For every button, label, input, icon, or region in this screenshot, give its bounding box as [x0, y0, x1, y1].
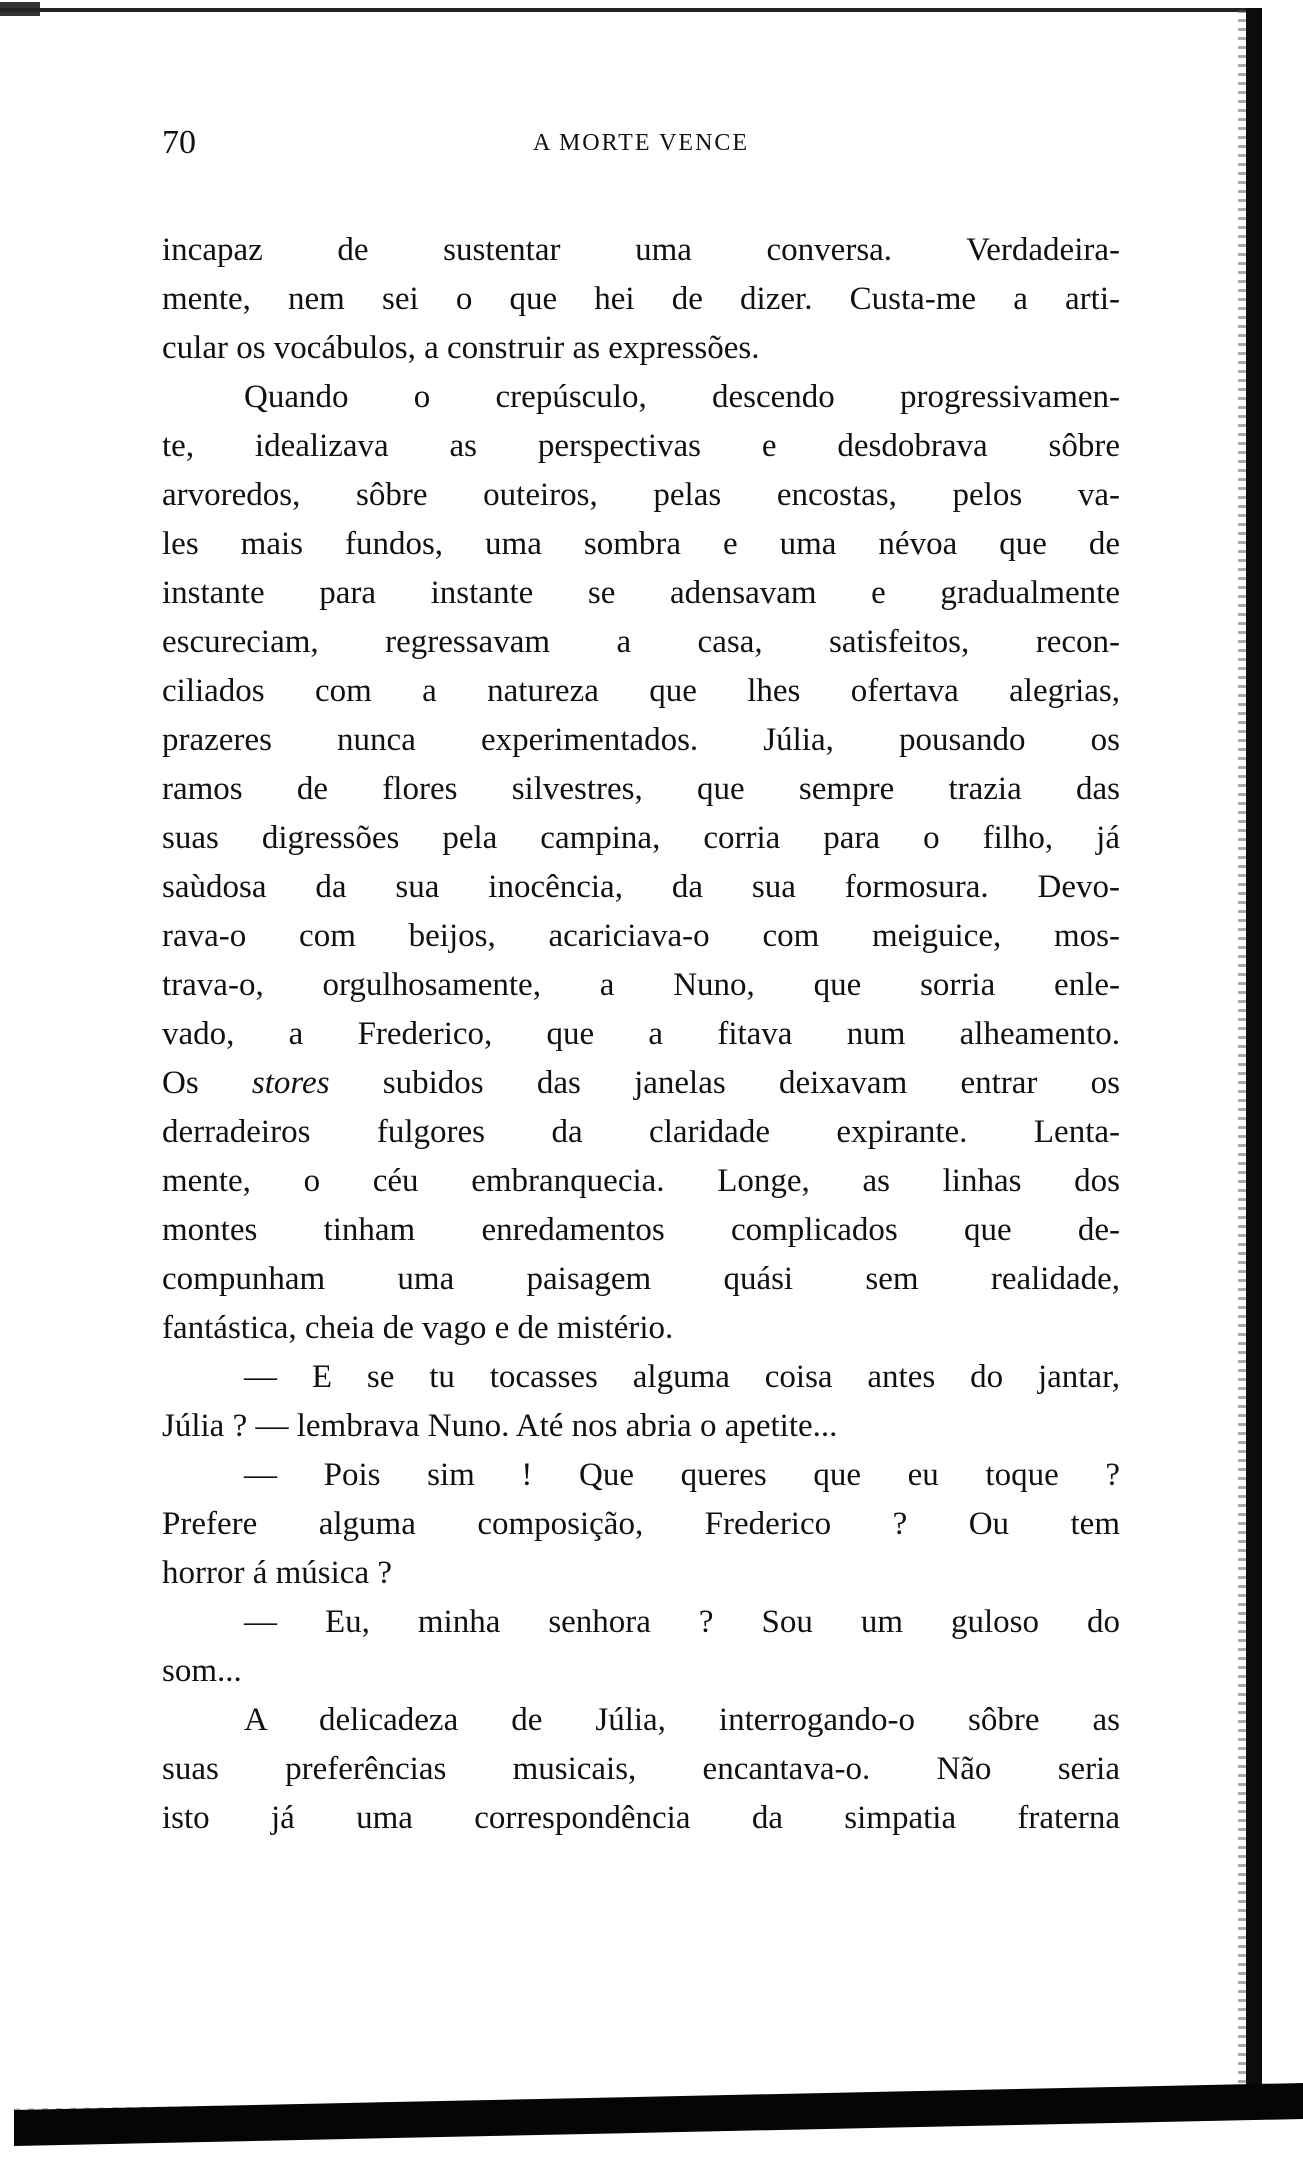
text-line	[162, 1696, 1120, 1745]
line-text: A delicadeza de Júlia, interrogando-o sôbre as	[244, 1702, 1120, 1738]
line-text: derradeiros fulgores da claridade expirante. Lenta-	[162, 1114, 1120, 1150]
line-text: prazeres nunca experimentados. Júlia, pousando os	[162, 722, 1120, 758]
line-text: subidos das janelas deixavam entrar os	[329, 1065, 1120, 1101]
text-line	[162, 1353, 1120, 1402]
text-line	[162, 1010, 1120, 1059]
text-line	[162, 863, 1120, 912]
line-text: Júlia ? — lembrava Nuno. Até nos abria o apetite...	[162, 1408, 838, 1444]
line-text: trava-o, orgulhosamente, a Nuno, que sorria enle-	[162, 967, 1120, 1003]
text-line	[162, 618, 1120, 667]
text-line	[162, 1108, 1120, 1157]
text-line	[162, 912, 1120, 961]
line-text: mente, nem sei o que hei de dizer. Custa-me a arti-	[162, 281, 1120, 317]
body-text	[162, 226, 1120, 1843]
text-line	[162, 226, 1120, 275]
text-line	[162, 716, 1120, 765]
text-line	[162, 1255, 1120, 1304]
text-line	[162, 471, 1120, 520]
text-line	[162, 814, 1120, 863]
line-text: ramos de flores silvestres, que sempre trazia das	[162, 771, 1120, 807]
text-line	[162, 1157, 1120, 1206]
text-line	[162, 1598, 1120, 1647]
line-text: — Eu, minha senhora ? Sou um guloso do	[244, 1604, 1120, 1640]
scan-bottom-edge	[14, 2083, 1303, 2146]
text-line	[162, 1647, 1120, 1696]
page-header	[162, 124, 1120, 164]
page-number: 70	[162, 124, 196, 161]
line-text: — Pois sim ! Que queres que eu toque ?	[244, 1457, 1120, 1493]
text-line	[162, 1549, 1120, 1598]
text-line	[162, 1794, 1120, 1843]
text-line	[162, 324, 1120, 373]
text-line	[162, 1745, 1120, 1794]
italic-word: stores	[251, 1065, 330, 1101]
line-text: mente, o céu embranquecia. Longe, as linhas dos	[162, 1163, 1120, 1199]
text-line	[162, 1304, 1120, 1353]
text-line	[162, 373, 1120, 422]
line-text: les mais fundos, uma sombra e uma névoa que de	[162, 526, 1120, 562]
line-text: arvoredos, sôbre outeiros, pelas encostas, pelos va-	[162, 477, 1120, 513]
line-text: te, idealizava as perspectivas e desdobrava sôbre	[162, 428, 1120, 464]
line-text: rava-o com beijos, acariciava-o com meiguice, mos-	[162, 918, 1120, 954]
text-line	[162, 1059, 1120, 1108]
line-text: cular os vocábulos, a construir as expressões.	[162, 330, 760, 366]
text-line	[162, 422, 1120, 471]
line-text: Os	[162, 1065, 252, 1101]
line-text: horror á música ?	[162, 1555, 392, 1591]
line-text: compunham uma paisagem quási sem realidade,	[162, 1261, 1120, 1297]
line-text: saùdosa da sua inocência, da sua formosura. Devo-	[162, 869, 1120, 905]
text-line	[162, 961, 1120, 1010]
line-text: suas digressões pela campina, corria para o filho, já	[162, 820, 1120, 856]
line-text: — E se tu tocasses alguma coisa antes do jantar,	[244, 1359, 1120, 1395]
text-line	[162, 1206, 1120, 1255]
line-text: ciliados com a natureza que lhes ofertava alegrias,	[162, 673, 1120, 709]
text-line	[162, 569, 1120, 618]
line-text: som...	[162, 1653, 242, 1689]
line-text: Prefere alguma composição, Frederico ? Ou tem	[162, 1506, 1120, 1542]
line-text: fantástica, cheia de vago e de mistério.	[162, 1310, 674, 1346]
text-line	[162, 1500, 1120, 1549]
line-text: suas preferências musicais, encantava-o. Não seria	[162, 1751, 1120, 1787]
line-text: Quando o crepúsculo, descendo progressivamen-	[244, 379, 1120, 415]
text-line	[162, 667, 1120, 716]
text-line	[162, 765, 1120, 814]
line-text: vado, a Frederico, que a fitava num alheamento.	[162, 1016, 1120, 1052]
line-text: montes tinham enredamentos complicados que de-	[162, 1212, 1120, 1248]
text-line	[162, 1451, 1120, 1500]
line-text: escureciam, regressavam a casa, satisfeitos, recon-	[162, 624, 1120, 660]
line-text: instante para instante se adensavam e gradualmente	[162, 575, 1120, 611]
text-line	[162, 1402, 1120, 1451]
scan-right-edge	[1246, 8, 1262, 2118]
running-title: A MORTE VENCE	[532, 130, 750, 156]
line-text: incapaz de sustentar uma conversa. Verdadeira-	[162, 232, 1120, 268]
line-text: isto já uma correspondência da simpatia fraterna	[162, 1800, 1120, 1836]
text-line	[162, 520, 1120, 569]
text-line	[162, 275, 1120, 324]
scan-top-edge	[0, 8, 1262, 12]
